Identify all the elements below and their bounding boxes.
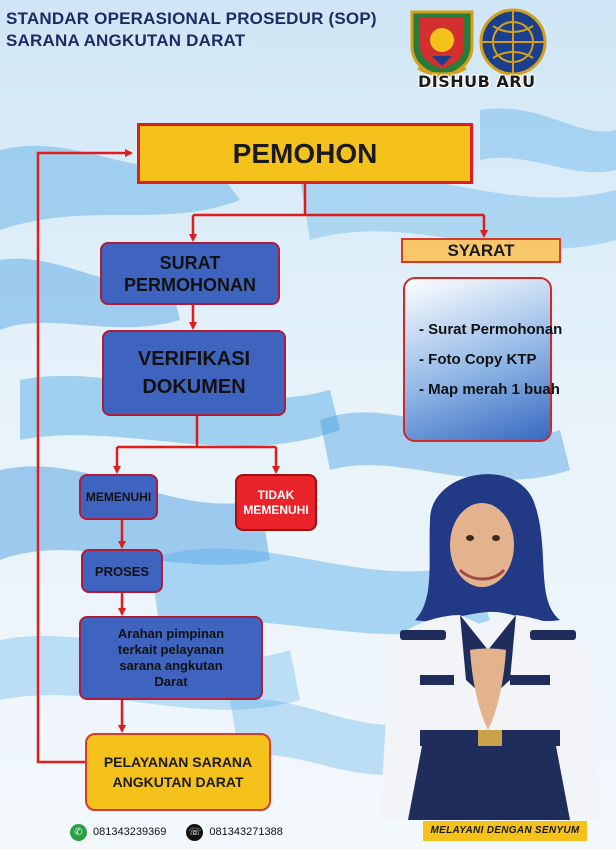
- whatsapp-number: 081343239369: [93, 826, 167, 838]
- node-surat-line2: PERMOHONAN: [123, 274, 256, 295]
- contact-footer: [70, 822, 283, 842]
- node-proses-label: PROSES: [94, 563, 150, 579]
- node-tidak-memenuhi: [235, 474, 317, 531]
- node-pemohon-label: PEMOHON: [232, 137, 378, 169]
- node-verif-line1: VERIFIKASI: [137, 348, 251, 370]
- header-title: STANDAR OPERASIONAL PROSEDUR (SOP): [6, 9, 377, 28]
- node-arahan-line1: Arahan pimpinan: [117, 626, 225, 641]
- requirements-box: [403, 277, 563, 442]
- node-pemohon: [137, 123, 473, 184]
- node-pelayanan-sarana: [85, 733, 271, 811]
- requirement-item: - Surat Permohonan: [419, 321, 563, 338]
- org-name: DISHUB ARU: [418, 72, 536, 91]
- requirement-item: - Map merah 1 buah: [419, 381, 560, 398]
- whatsapp-icon: ✆: [70, 824, 87, 841]
- node-surat-line1: SURAT: [159, 252, 221, 273]
- node-verifikasi-dokumen: [102, 330, 286, 416]
- node-memenuhi-label: MEMENUHI: [85, 490, 152, 504]
- node-arahan-pimpinan: [79, 616, 263, 700]
- node-arahan-line4: Darat: [154, 674, 188, 689]
- node-pelayanan-line1: PELAYANAN SARANA: [103, 754, 253, 770]
- node-syarat: [401, 238, 561, 263]
- officer-photo: [360, 450, 616, 820]
- phone-number: 081343271388: [209, 826, 283, 838]
- node-syarat-label: SYARAT: [447, 240, 515, 260]
- requirement-item: - Foto Copy KTP: [419, 351, 537, 368]
- node-arahan-line3: sarana angkutan: [119, 658, 223, 673]
- node-tidak-line1: TIDAK: [257, 487, 295, 502]
- node-pelayanan-line2: ANGKUTAN DARAT: [112, 774, 244, 790]
- requirements-list: [419, 315, 562, 405]
- node-arahan-line2: terkait pelayanan: [117, 642, 225, 657]
- node-memenuhi: [79, 474, 158, 520]
- header-subtitle: SARANA ANGKUTAN DARAT: [6, 31, 246, 50]
- phone-icon: ☏: [186, 824, 203, 841]
- node-surat-permohonan: [100, 242, 280, 305]
- node-proses: [81, 549, 163, 593]
- tagline-banner: MELAYANI DENGAN SENYUM: [423, 821, 587, 841]
- node-verif-line2: DOKUMEN: [142, 376, 246, 398]
- node-tidak-line2: MEMENUHI: [243, 502, 309, 517]
